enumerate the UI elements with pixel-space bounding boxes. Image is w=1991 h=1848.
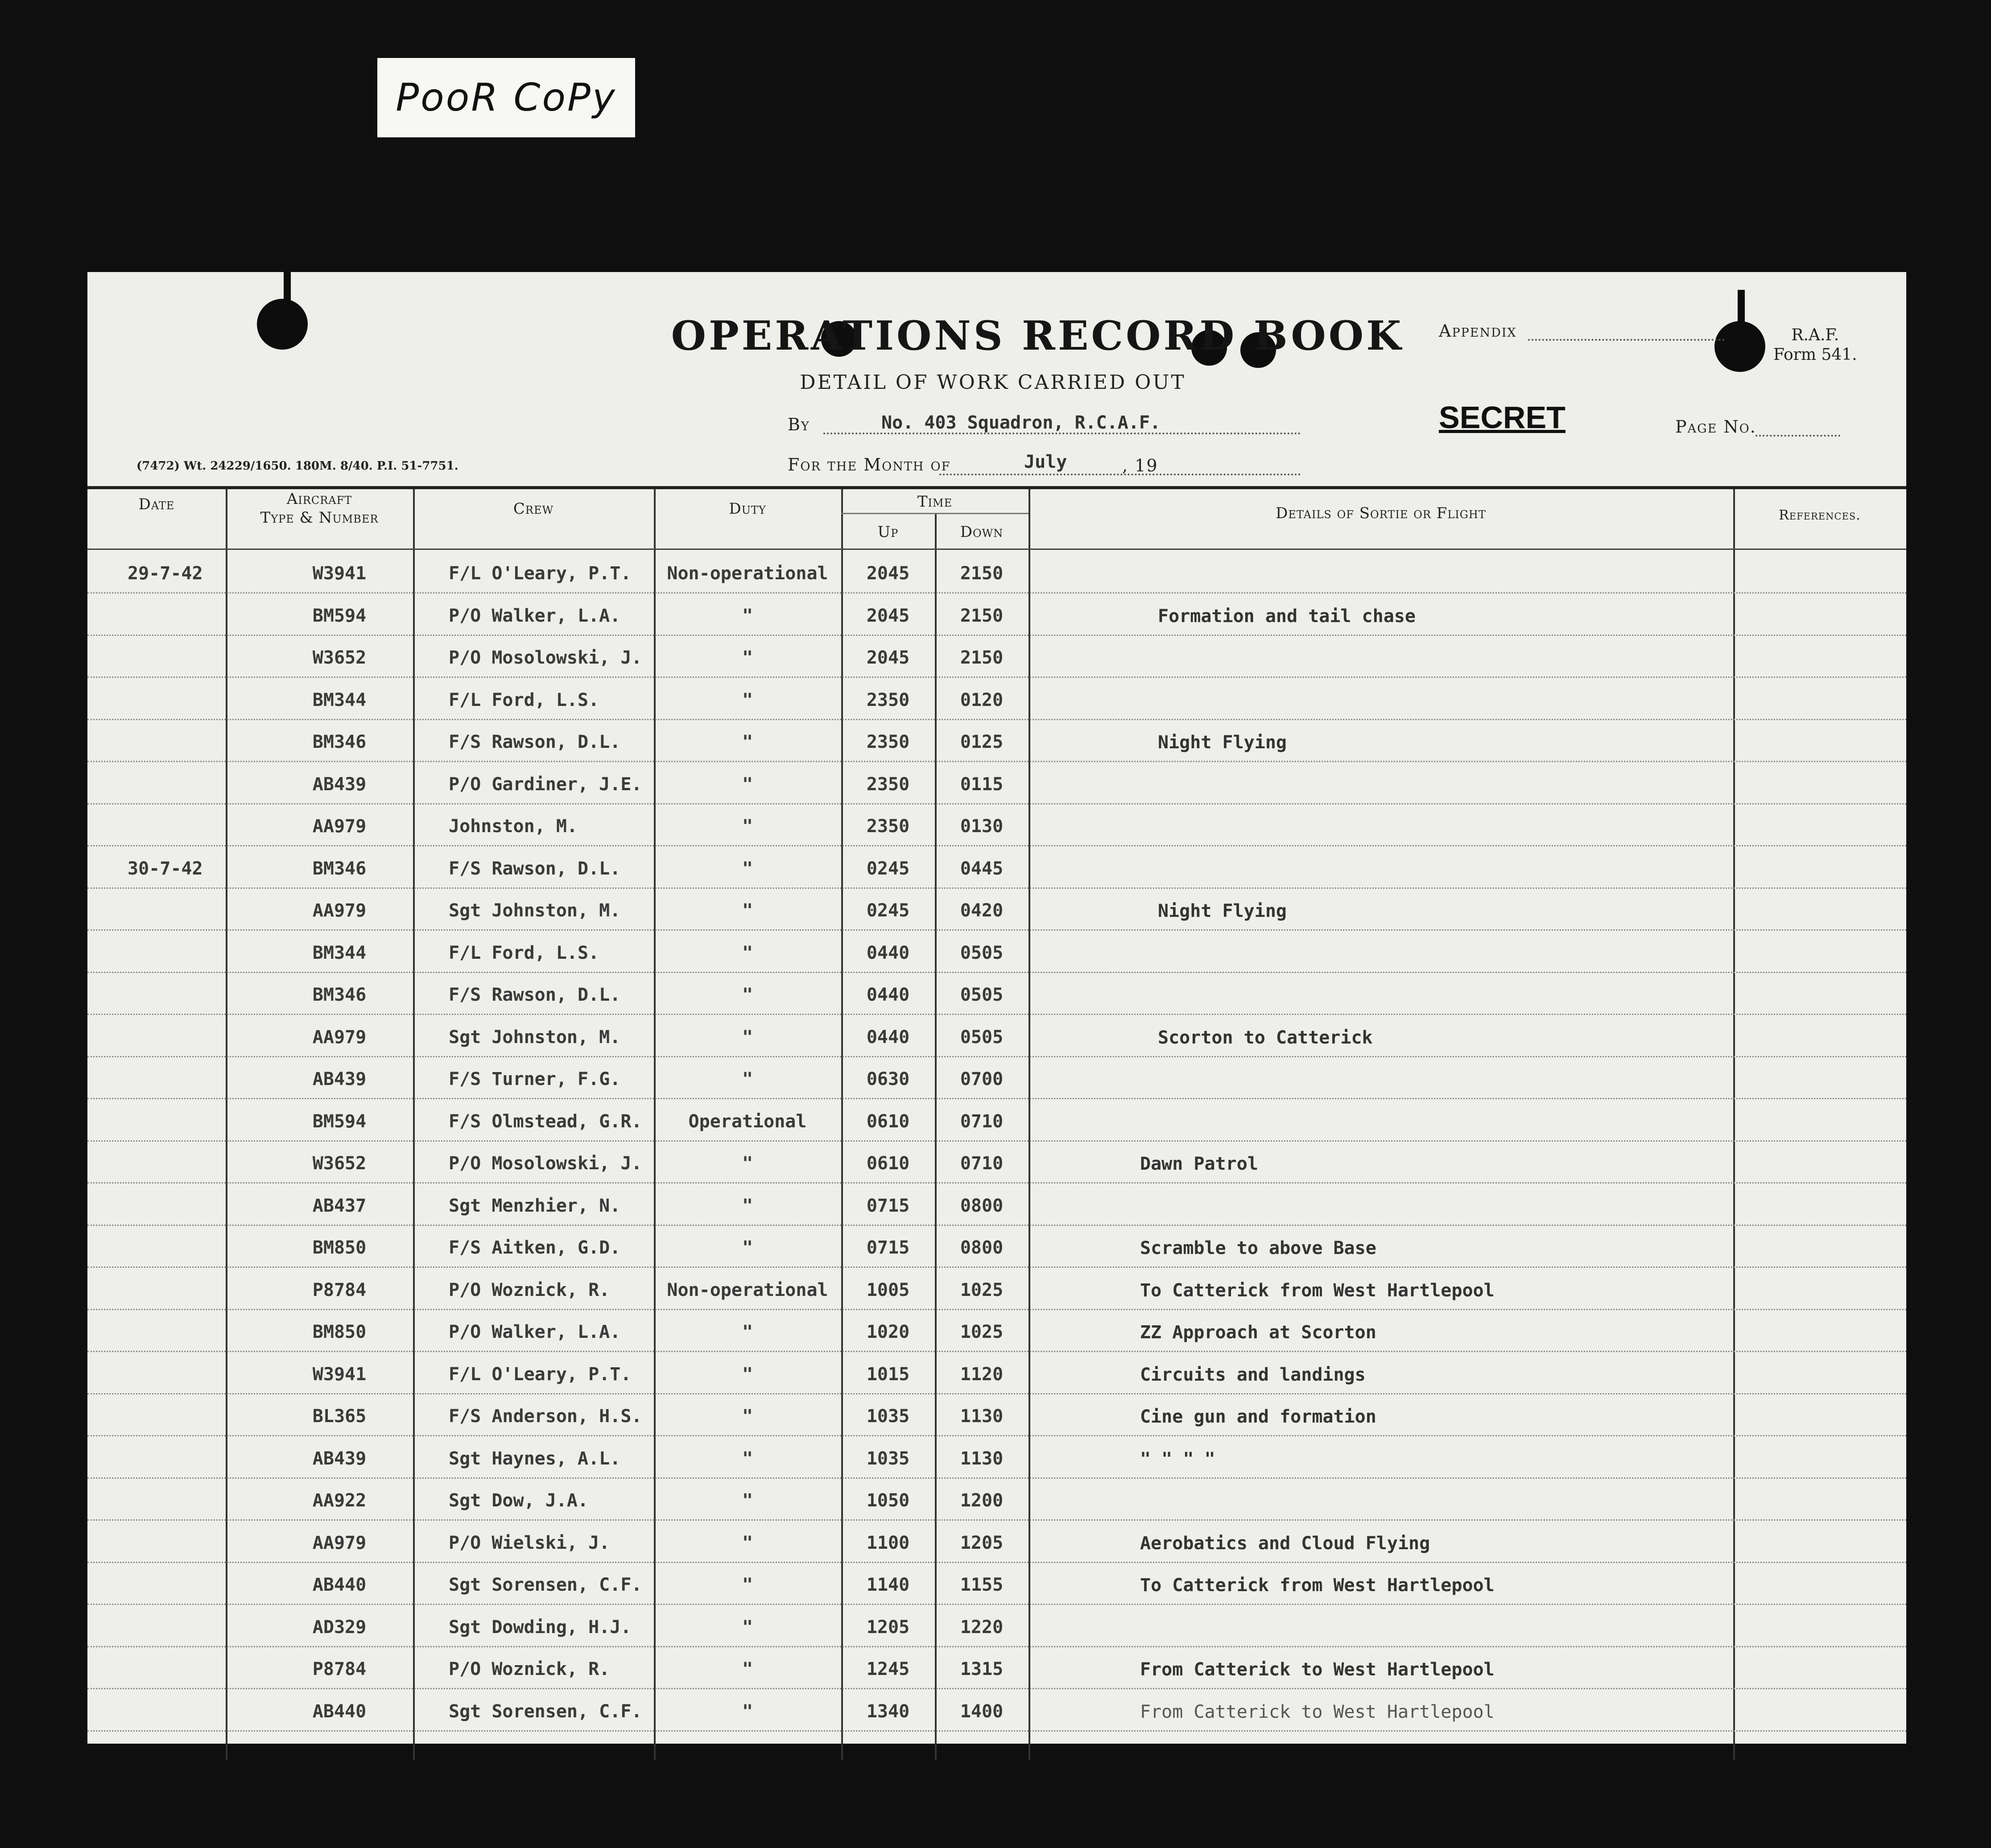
time-up-cell: 2045 [866, 563, 910, 584]
time-up-cell: 2350 [866, 689, 910, 710]
duty-cell: " [742, 605, 753, 626]
crew-cell: F/S Rawson, D.L. [449, 985, 621, 1005]
table-row [87, 1059, 1906, 1100]
aircraft-cell: BL365 [312, 1406, 367, 1427]
duty-cell: " [742, 1153, 753, 1174]
crew-cell: F/S Anderson, H.S. [449, 1406, 642, 1427]
punch-hole-right [1714, 321, 1765, 372]
crew-cell: P/O Walker, L.A. [449, 1322, 621, 1342]
table-row [87, 1396, 1906, 1437]
time-down-cell: 0445 [960, 858, 1004, 879]
time-down-cell: 0700 [960, 1069, 1004, 1089]
time-down-cell: 2150 [960, 563, 1004, 584]
crew-cell: F/L Ford, L.S. [449, 689, 599, 710]
table-row [87, 637, 1906, 678]
date-cell [128, 1564, 239, 1605]
table-row [87, 1564, 1906, 1605]
crew-cell: Sgt Dowding, H.J. [449, 1617, 632, 1638]
crew-cell: P/O Wielski, J. [449, 1532, 610, 1553]
duty-cell: Non-operational [667, 563, 828, 584]
date-cell [128, 1270, 239, 1311]
crew-cell: Sgt Haynes, A.L. [449, 1448, 621, 1469]
aircraft-cell: AB437 [312, 1195, 367, 1216]
duty-cell: " [742, 858, 753, 879]
crew-cell: P/O Mosolowski, J. [449, 648, 642, 668]
aircraft-cell: AA979 [312, 900, 367, 921]
year-prefix: , 19 [1122, 456, 1158, 475]
sortie-detail: To Catterick from West Hartlepool [1140, 1280, 1495, 1301]
page-number-line [1756, 435, 1840, 437]
aircraft-cell: AB439 [312, 774, 367, 795]
col-header-time: Time [917, 493, 953, 511]
aircraft-cell: AA922 [312, 1490, 367, 1511]
duty-cell: " [742, 1195, 753, 1216]
time-up-cell: 1340 [866, 1701, 910, 1722]
time-up-cell: 1035 [866, 1406, 910, 1427]
time-up-cell: 0245 [866, 858, 910, 879]
duty-cell: " [742, 774, 753, 795]
crew-cell: Sgt Dow, J.A. [449, 1490, 589, 1511]
time-up-cell: 1140 [866, 1575, 910, 1595]
table-row [87, 1438, 1906, 1479]
duty-cell: " [742, 1322, 753, 1342]
date-cell [128, 764, 239, 805]
date-cell [128, 1522, 239, 1563]
table-row [87, 1522, 1906, 1563]
duty-cell: " [742, 1701, 753, 1722]
date-cell: 29-7-42 [128, 563, 203, 584]
table-row [87, 974, 1906, 1015]
duty-cell: Non-operational [667, 1279, 828, 1300]
table-row [87, 1227, 1906, 1268]
crew-cell: F/L O'Leary, P.T. [449, 563, 632, 584]
time-down-cell: 0800 [960, 1238, 1004, 1258]
table-row [87, 1017, 1906, 1058]
table-row [87, 1185, 1906, 1226]
date-cell [128, 1649, 239, 1690]
time-down-cell: 0505 [960, 942, 1004, 963]
date-cell [128, 1227, 239, 1268]
aircraft-cell: AA979 [312, 816, 367, 837]
time-up-cell: 0440 [866, 942, 910, 963]
time-up-cell: 1020 [866, 1322, 910, 1342]
aircraft-cell: BM346 [312, 985, 367, 1005]
table-row [87, 890, 1906, 931]
crew-cell: F/L O'Leary, P.T. [449, 1364, 632, 1385]
aircraft-cell: W3941 [312, 1364, 367, 1385]
sortie-detail: Cine gun and formation [1140, 1407, 1376, 1427]
crew-cell: F/S Olmstead, G.R. [449, 1111, 642, 1132]
time-down-cell: 0800 [960, 1195, 1004, 1216]
date-cell [128, 1059, 239, 1100]
appendix-line [1528, 339, 1724, 341]
date-cell [128, 1354, 239, 1395]
aircraft-cell: AB440 [312, 1701, 367, 1722]
duty-cell: " [742, 1659, 753, 1679]
date-cell [128, 1017, 239, 1058]
table-row [87, 1312, 1906, 1353]
time-subheader-rule [841, 513, 1029, 514]
duty-cell: " [742, 1406, 753, 1427]
date-cell: 30-7-42 [128, 858, 203, 879]
table-row [87, 1354, 1906, 1395]
time-up-cell: 2350 [866, 774, 910, 795]
time-down-cell: 0125 [960, 732, 1004, 752]
time-down-cell: 1025 [960, 1279, 1004, 1300]
table-row [87, 722, 1906, 763]
form-label: R.A.F. Form 541. [1773, 326, 1857, 364]
table-row [87, 680, 1906, 721]
duty-cell: Operational [688, 1111, 807, 1132]
sortie-detail: " " " " [1140, 1448, 1215, 1469]
duty-cell: " [742, 985, 753, 1005]
date-cell [128, 1691, 239, 1732]
aircraft-cell: W3941 [312, 563, 367, 584]
time-up-cell: 0440 [866, 1027, 910, 1048]
time-down-cell: 1155 [960, 1575, 1004, 1595]
sortie-detail: From Catterick to West Hartlepool [1140, 1701, 1495, 1722]
sortie-detail: Aerobatics and Cloud Flying [1140, 1533, 1430, 1554]
date-cell [128, 1480, 239, 1521]
table-row [87, 1480, 1906, 1521]
crew-cell: Sgt Johnston, M. [449, 1027, 621, 1048]
aircraft-cell: W3652 [312, 648, 367, 668]
page-number-label: Page No. [1675, 417, 1756, 437]
crew-cell: P/O Mosolowski, J. [449, 1153, 642, 1174]
crew-cell: Johnston, M. [449, 816, 578, 837]
aircraft-cell: AB440 [312, 1575, 367, 1595]
date-cell [128, 1185, 239, 1226]
table-row [87, 806, 1906, 847]
time-up-cell: 0715 [866, 1238, 910, 1258]
crew-cell: P/O Woznick, R. [449, 1659, 610, 1679]
table-row [87, 1691, 1906, 1732]
duty-cell: " [742, 1448, 753, 1469]
print-reference: (7472) Wt. 24229/1650. 180M. 8/40. P.I. 51-7751. [136, 459, 459, 473]
duty-cell: " [742, 1532, 753, 1553]
time-up-cell: 1015 [866, 1364, 910, 1385]
time-down-cell: 0420 [960, 900, 1004, 921]
aircraft-cell: AD329 [312, 1617, 367, 1638]
sortie-detail: ZZ Approach at Scorton [1140, 1322, 1376, 1343]
time-up-cell: 1100 [866, 1532, 910, 1553]
crew-cell: P/O Gardiner, J.E. [449, 774, 642, 795]
time-up-cell: 1005 [866, 1279, 910, 1300]
time-down-cell: 1130 [960, 1448, 1004, 1469]
time-down-cell: 0710 [960, 1153, 1004, 1174]
time-down-cell: 2150 [960, 648, 1004, 668]
table-row [87, 553, 1906, 594]
sortie-detail: To Catterick from West Hartlepool [1140, 1575, 1495, 1596]
time-down-cell: 0130 [960, 816, 1004, 837]
aircraft-cell: AA979 [312, 1532, 367, 1553]
time-up-cell: 0440 [866, 985, 910, 1005]
date-cell [128, 1312, 239, 1353]
sortie-detail: Scorton to Catterick [1158, 1027, 1373, 1048]
table-row [87, 1649, 1906, 1690]
crew-cell: Sgt Sorensen, C.F. [449, 1575, 642, 1595]
aircraft-cell: BM594 [312, 1111, 367, 1132]
time-up-cell: 0610 [866, 1111, 910, 1132]
secret-stamp: SECRET [1439, 400, 1566, 435]
duty-cell: " [742, 942, 753, 963]
sortie-detail: Night Flying [1158, 901, 1287, 921]
time-up-cell: 2350 [866, 816, 910, 837]
sortie-detail: Formation and tail chase [1158, 606, 1416, 627]
col-header-aircraft: Aircraft Type & Number [260, 490, 379, 527]
table-row [87, 848, 1906, 889]
time-down-cell: 1120 [960, 1364, 1004, 1385]
table-row [87, 1143, 1906, 1184]
duty-cell: " [742, 1027, 753, 1048]
col-header-date: Date [138, 495, 175, 513]
table-row [87, 764, 1906, 805]
month-value: July [1024, 452, 1067, 472]
by-label: By [788, 415, 810, 434]
crew-cell: F/S Rawson, D.L. [449, 732, 621, 752]
date-cell [128, 1438, 239, 1479]
col-header-details: Details of Sortie or Flight [1276, 504, 1486, 522]
aircraft-cell: P8784 [312, 1659, 367, 1679]
date-cell [128, 680, 239, 721]
time-down-cell: 1205 [960, 1532, 1004, 1553]
time-down-cell: 1200 [960, 1490, 1004, 1511]
aircraft-cell: AB439 [312, 1448, 367, 1469]
duty-cell: " [742, 816, 753, 837]
time-down-cell: 1220 [960, 1617, 1004, 1638]
crew-cell: Sgt Johnston, M. [449, 900, 621, 921]
time-down-cell: 2150 [960, 605, 1004, 626]
table-row [87, 1101, 1906, 1142]
page-title: OPERATIONS RECORD BOOK [671, 312, 1404, 359]
crew-cell: P/O Woznick, R. [449, 1279, 610, 1300]
punch-hole-left [257, 299, 308, 350]
time-down-cell: 0115 [960, 774, 1004, 795]
aircraft-cell: BM346 [312, 858, 367, 879]
date-cell [128, 974, 239, 1015]
time-down-cell: 0710 [960, 1111, 1004, 1132]
aircraft-cell: BM850 [312, 1238, 367, 1258]
table-row [87, 1270, 1906, 1311]
duty-cell: " [742, 1490, 753, 1511]
col-header-down: Down [960, 523, 1004, 541]
date-cell [128, 1607, 239, 1648]
aircraft-cell: BM346 [312, 732, 367, 752]
time-down-cell: 1315 [960, 1659, 1004, 1679]
duty-cell: " [742, 648, 753, 668]
time-up-cell: 1205 [866, 1617, 910, 1638]
duty-cell: " [742, 1575, 753, 1595]
time-down-cell: 1130 [960, 1406, 1004, 1427]
table-top-rule [87, 486, 1906, 489]
duty-cell: " [742, 689, 753, 710]
month-label: For the Month of [788, 455, 951, 474]
time-down-cell: 1400 [960, 1701, 1004, 1722]
table-row [87, 595, 1906, 636]
time-up-cell: 2045 [866, 648, 910, 668]
time-up-cell: 0245 [866, 900, 910, 921]
aircraft-cell: BM850 [312, 1322, 367, 1342]
poor-copy-annotation: PooR CoPy [377, 58, 635, 137]
time-up-cell: 2045 [866, 605, 910, 626]
date-cell [128, 890, 239, 931]
crew-cell: F/S Turner, F.G. [449, 1069, 621, 1089]
aircraft-cell: BM344 [312, 942, 367, 963]
date-cell [128, 932, 239, 974]
aircraft-cell: BM344 [312, 689, 367, 710]
duty-cell: " [742, 1069, 753, 1089]
header-bottom-rule [87, 549, 1906, 550]
date-cell [128, 595, 239, 636]
time-up-cell: 0715 [866, 1195, 910, 1216]
aircraft-cell: BM594 [312, 605, 367, 626]
table-row [87, 1607, 1906, 1648]
col-header-up: Up [877, 523, 899, 541]
crew-cell: Sgt Sorensen, C.F. [449, 1701, 642, 1722]
time-down-cell: 0505 [960, 985, 1004, 1005]
month-line [939, 474, 1301, 475]
sortie-detail: Night Flying [1158, 732, 1287, 753]
record-sheet [87, 272, 1906, 1744]
sortie-detail: Scramble to above Base [1140, 1238, 1376, 1258]
col-header-duty: Duty [729, 500, 766, 518]
duty-cell: " [742, 732, 753, 752]
date-cell [128, 1101, 239, 1142]
crew-cell: F/L Ford, L.S. [449, 942, 599, 963]
duty-cell: " [742, 900, 753, 921]
page-subtitle: DETAIL OF WORK CARRIED OUT [800, 371, 1186, 394]
time-up-cell: 0610 [866, 1153, 910, 1174]
appendix-label: Appendix [1439, 321, 1517, 341]
time-down-cell: 1025 [960, 1322, 1004, 1342]
by-value: No. 403 Squadron, R.C.A.F. [881, 412, 1161, 433]
col-header-references: References. [1779, 507, 1861, 523]
time-up-cell: 1035 [866, 1448, 910, 1469]
sortie-detail: From Catterick to West Hartlepool [1140, 1659, 1495, 1680]
duty-cell: " [742, 1364, 753, 1385]
sortie-detail: Circuits and landings [1140, 1364, 1366, 1385]
crew-cell: F/S Rawson, D.L. [449, 858, 621, 879]
aircraft-cell: W3652 [312, 1153, 367, 1174]
time-up-cell: 1245 [866, 1659, 910, 1679]
date-cell [128, 637, 239, 678]
table-row [87, 932, 1906, 974]
form-number [1773, 326, 1857, 365]
crew-cell: Sgt Menzhier, N. [449, 1195, 621, 1216]
time-up-cell: 1050 [866, 1490, 910, 1511]
date-cell [128, 1143, 239, 1184]
aircraft-cell: AA979 [312, 1027, 367, 1048]
duty-cell: " [742, 1238, 753, 1258]
col-header-crew: Crew [513, 500, 554, 518]
time-down-cell: 0505 [960, 1027, 1004, 1048]
duty-cell: " [742, 1617, 753, 1638]
time-down-cell: 0120 [960, 689, 1004, 710]
date-cell [128, 806, 239, 847]
aircraft-cell: P8784 [312, 1279, 367, 1300]
time-up-cell: 0630 [866, 1069, 910, 1089]
time-up-cell: 2350 [866, 732, 910, 752]
aircraft-cell: AB439 [312, 1069, 367, 1089]
sortie-detail: Dawn Patrol [1140, 1154, 1258, 1174]
date-cell [128, 722, 239, 763]
crew-cell: P/O Walker, L.A. [449, 605, 621, 626]
crew-cell: F/S Aitken, G.D. [449, 1238, 621, 1258]
date-cell [128, 1396, 239, 1437]
